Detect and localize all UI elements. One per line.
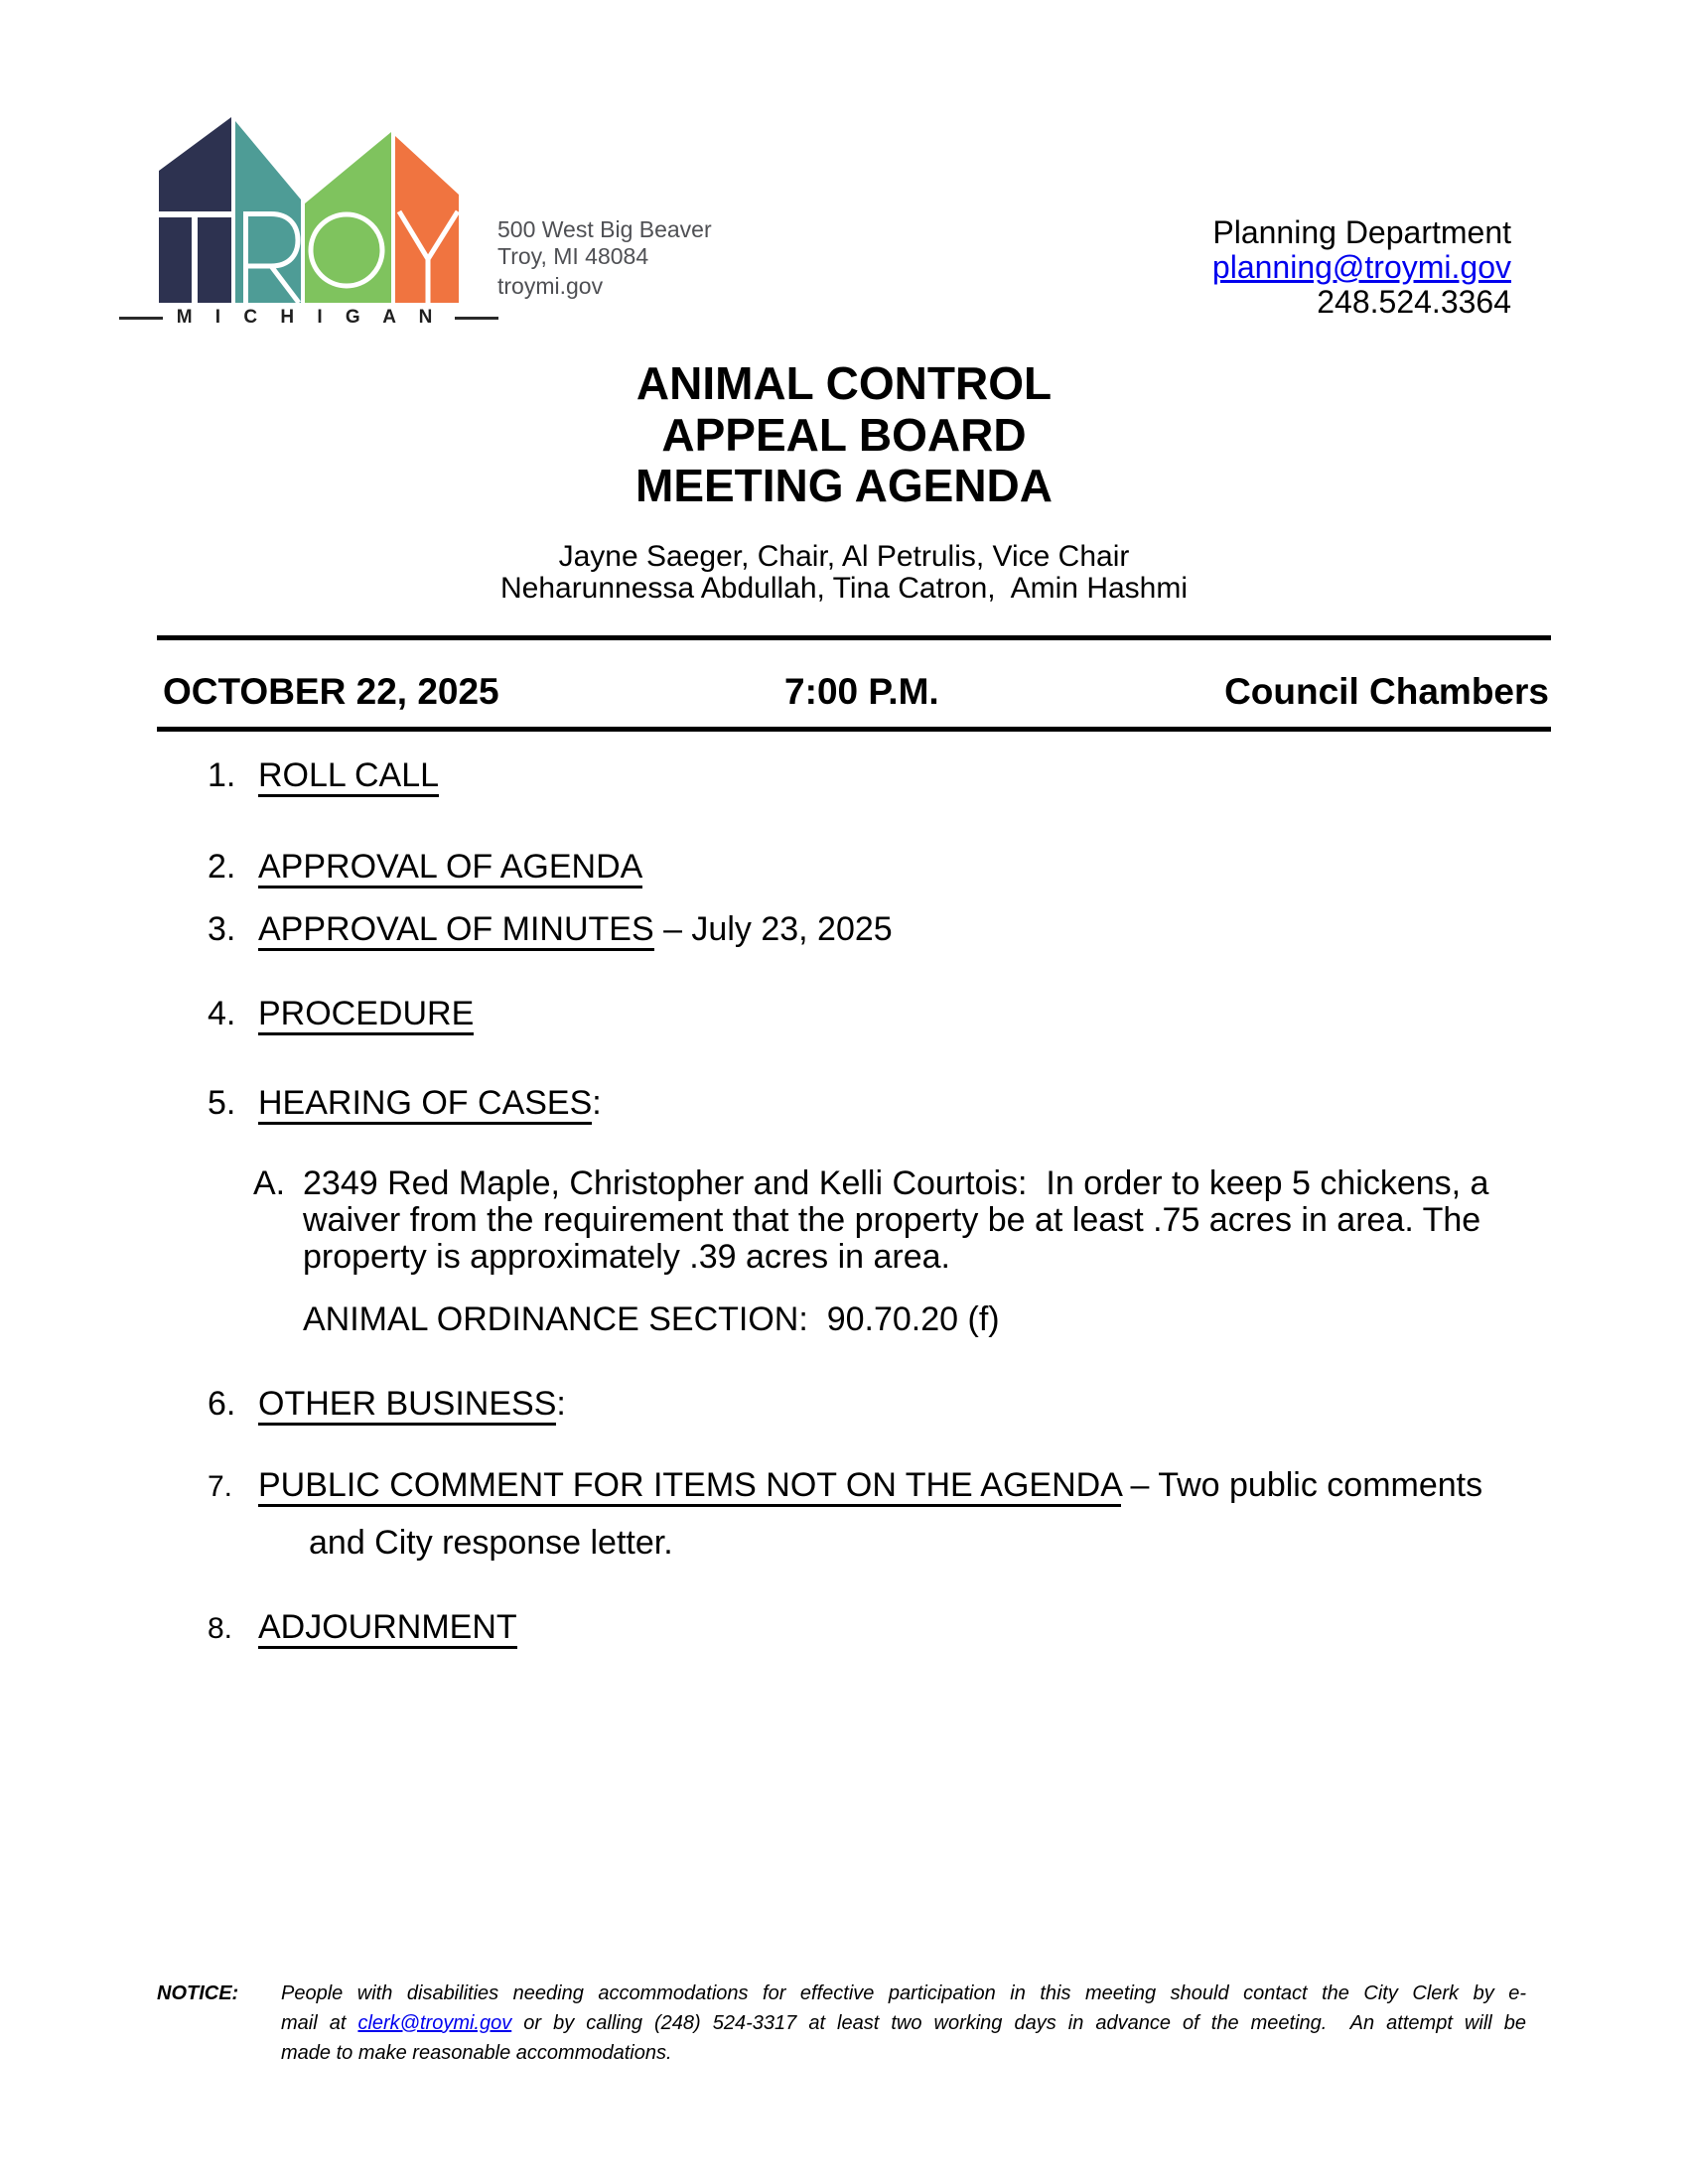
contact-department: Planning Department — [1212, 214, 1511, 250]
title-line-1: ANIMAL CONTROL — [635, 357, 1053, 409]
page-title — [0, 358, 1688, 512]
case-item-a — [253, 1165, 1488, 1276]
notice-line-2 — [281, 2008, 1526, 2038]
notice-line-2-pre: mail at — [281, 2012, 358, 2034]
meeting-time: 7:00 P.M. — [784, 671, 939, 712]
case-line-3: property is approximately .39 acres in area. — [303, 1238, 950, 1276]
notice-text — [281, 1979, 1526, 2068]
members-line-1: Jayne Saeger, Chair, Al Petrulis, Vice Chair — [558, 540, 1130, 573]
animal-ordinance-section: ANIMAL ORDINANCE SECTION: 90.70.20 (f) — [303, 1300, 1000, 1338]
title-line-2: APPEAL BOARD — [661, 408, 1027, 461]
address-street: 500 West Big Beaver — [497, 216, 712, 242]
item-heading: OTHER BUSINESS — [258, 1385, 556, 1426]
case-line-2: waiver from the requirement that the property be at least .75 acres in area. The — [303, 1201, 1481, 1239]
members-line-2: Neharunnessa Abdullah, Tina Catron, Amin Hashmi — [499, 572, 1189, 605]
contact-email-line — [1212, 250, 1511, 285]
planning-contact-block — [1212, 215, 1511, 320]
item-heading: ADJOURNMENT — [258, 1608, 517, 1649]
meeting-date: OCTOBER 22, 2025 — [163, 671, 499, 712]
item-number: 6. — [208, 1385, 236, 1423]
logo-michigan-row — [119, 307, 498, 329]
address-city: Troy, MI 48084 — [497, 243, 649, 269]
item-number: 3. — [208, 910, 236, 948]
meeting-location: Council Chambers — [1224, 671, 1549, 712]
notice-line-2-post: or by calling (248) 524-3317 at least two working days in advance of the meeting. An attempt will be — [511, 2012, 1526, 2034]
case-label: A. — [253, 1164, 286, 1202]
notice-line-3: made to make reasonable accommodations. — [281, 2042, 672, 2064]
logo-houses — [159, 117, 459, 303]
item-suffix: : — [556, 1385, 566, 1423]
accessibility-notice — [157, 1979, 1526, 2068]
item-number: 7. — [208, 1470, 233, 1503]
agenda-item-approval-of-agenda — [208, 849, 642, 886]
item-number: 8. — [208, 1612, 233, 1645]
title-line-3: MEETING AGENDA — [635, 460, 1053, 511]
board-members — [0, 541, 1688, 605]
contact-phone: 248.524.3364 — [1317, 284, 1511, 320]
public-comment-continuation: and City response letter. — [309, 1524, 673, 1562]
item-number: 5. — [208, 1084, 236, 1122]
meeting-info-bar — [157, 635, 1551, 732]
agenda-item-other-business — [208, 1386, 566, 1423]
logo-house-green — [305, 132, 391, 303]
city-address-block — [497, 216, 712, 300]
notice-line-1: People with disabilities needing accommodations for effective participation in this meeting should contact the City Clerk by e- — [281, 1982, 1526, 2004]
case-line-1: 2349 Red Maple, Christopher and Kelli Courtois: In order to keep 5 chickens, a — [303, 1164, 1489, 1202]
michigan-label: M I C H I G A N — [176, 307, 442, 328]
agenda-item-public-comment — [208, 1467, 1482, 1562]
troy-logo — [149, 99, 467, 310]
item-heading: HEARING OF CASES — [258, 1084, 592, 1125]
planning-email-link[interactable]: planning@troymi.gov — [1211, 249, 1511, 285]
item-suffix: – Two public comments — [1121, 1466, 1483, 1504]
clerk-email-link[interactable]: clerk@troymi.gov — [357, 2012, 512, 2034]
item-heading: PROCEDURE — [258, 995, 474, 1035]
michigan-right-dash — [455, 317, 498, 320]
item-heading: APPROVAL OF MINUTES — [258, 910, 654, 951]
item-heading: ROLL CALL — [258, 756, 439, 797]
agenda-item-hearing-of-cases — [208, 1085, 602, 1122]
item-number: 1. — [208, 756, 236, 794]
agenda-item-adjournment — [208, 1609, 517, 1647]
case-description — [303, 1165, 1488, 1276]
item-number: 4. — [208, 995, 236, 1032]
item-heading: PUBLIC COMMENT FOR ITEMS NOT ON THE AGENDA — [258, 1466, 1121, 1507]
michigan-left-dash — [119, 317, 163, 320]
notice-label: NOTICE: — [157, 1982, 239, 2004]
address-website: troymi.gov — [497, 273, 604, 299]
item-heading: APPROVAL OF AGENDA — [258, 848, 642, 888]
item-suffix: : — [592, 1084, 602, 1122]
agenda-item-approval-of-minutes — [208, 911, 893, 948]
agenda-item-procedure — [208, 996, 474, 1032]
item-number: 2. — [208, 848, 236, 886]
item-suffix: – July 23, 2025 — [653, 910, 893, 948]
agenda-item-roll-call — [208, 757, 439, 794]
